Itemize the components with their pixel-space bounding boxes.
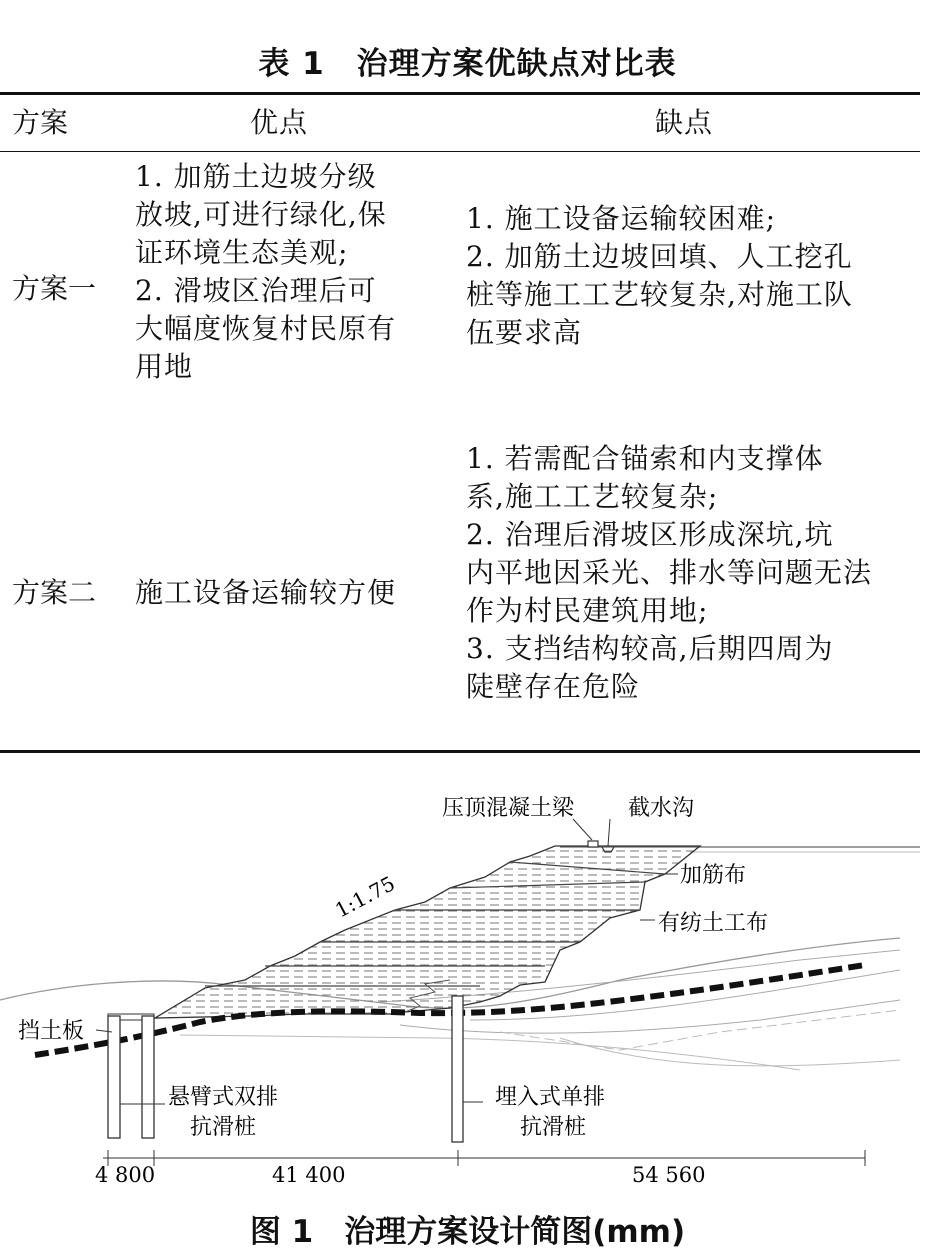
row1-cons: [466, 200, 916, 352]
top-concrete-beam: [588, 841, 598, 847]
leader-line: [573, 819, 592, 840]
table-top-rule: [0, 92, 920, 95]
label-retaining-plate: 挡土板: [18, 1019, 85, 1044]
cons-line: 1. 若需配合锚索和内支撑体: [466, 442, 824, 475]
stratum-line: [400, 1000, 900, 1033]
cantilever-pile-back: [142, 1016, 154, 1138]
dimension-label: 4 800: [95, 1163, 156, 1187]
row2-scheme: 方案二: [12, 576, 97, 609]
stratum-line: [560, 1038, 900, 1066]
dimension-label: 41 400: [272, 1163, 346, 1187]
header-pros: 优点: [250, 106, 309, 139]
cons-line: 1. 施工设备运输较困难;: [466, 202, 777, 235]
table-header-rule: [0, 151, 920, 152]
cons-line: 陡壁存在危险: [466, 670, 641, 703]
label-embedded-pile-2: 抗滑桩: [520, 1115, 587, 1140]
pros-line: 大幅度恢复村民原有: [135, 312, 397, 345]
row2-pros: 施工设备运输较方便: [135, 576, 397, 609]
label-cantilever-pile-2: 抗滑桩: [190, 1115, 257, 1140]
cantilever-pile-front: [108, 1016, 120, 1138]
label-cantilever-pile-1: 悬臂式双排: [168, 1085, 279, 1110]
label-drain: 截水沟: [628, 796, 695, 821]
table-bottom-rule: [0, 750, 920, 753]
cons-line: 2. 加筋土边坡回填、人工挖孔: [466, 240, 853, 273]
header-cons: 缺点: [655, 106, 714, 139]
cons-line: 2. 治理后滑坡区形成深坑,坑: [466, 518, 834, 551]
row1-pros: [135, 158, 440, 386]
embedded-pile: [452, 996, 463, 1142]
pros-line: 用地: [135, 350, 194, 383]
header-scheme: 方案: [12, 106, 69, 139]
pros-line: 证环境生态美观;: [135, 236, 349, 269]
table-caption: 表 1 治理方案优缺点对比表: [258, 46, 677, 82]
leader-line: [608, 819, 610, 846]
row1-scheme: 方案一: [12, 272, 97, 305]
design-diagram: [0, 770, 935, 1190]
cons-line: 伍要求高: [466, 316, 583, 349]
cons-line: 3. 支挡结构较高,后期四周为: [466, 632, 834, 665]
stratum-line: [500, 1010, 900, 1050]
figure-caption: 图 1 治理方案设计简图(mm): [249, 1214, 686, 1250]
cons-line: 作为村民建筑用地;: [466, 594, 709, 627]
reinforced-soil-slope: [155, 846, 700, 1018]
row2-cons: [466, 440, 916, 706]
pros-line: 2. 滑坡区治理后可: [135, 274, 377, 307]
label-slope-ratio: 1:1.75: [331, 871, 399, 923]
label-geogrid: 加筋布: [680, 863, 747, 888]
label-geotextile: 有纺土工布: [658, 911, 769, 936]
pros-line: 1. 加筋土边坡分级: [135, 160, 377, 193]
dimension-label: 54 560: [632, 1163, 706, 1187]
label-embedded-pile-1: 埋入式单排: [495, 1085, 606, 1110]
cons-line: 桩等施工工艺较复杂,对施工队: [466, 278, 853, 311]
pros-line: 放坡,可进行绿化,保: [135, 198, 387, 231]
label-top-beam: 压顶混凝土梁: [442, 796, 575, 821]
cons-line: 系,施工工艺较复杂;: [466, 480, 719, 513]
cons-line: 内平地因采光、排水等问题无法: [466, 556, 873, 589]
